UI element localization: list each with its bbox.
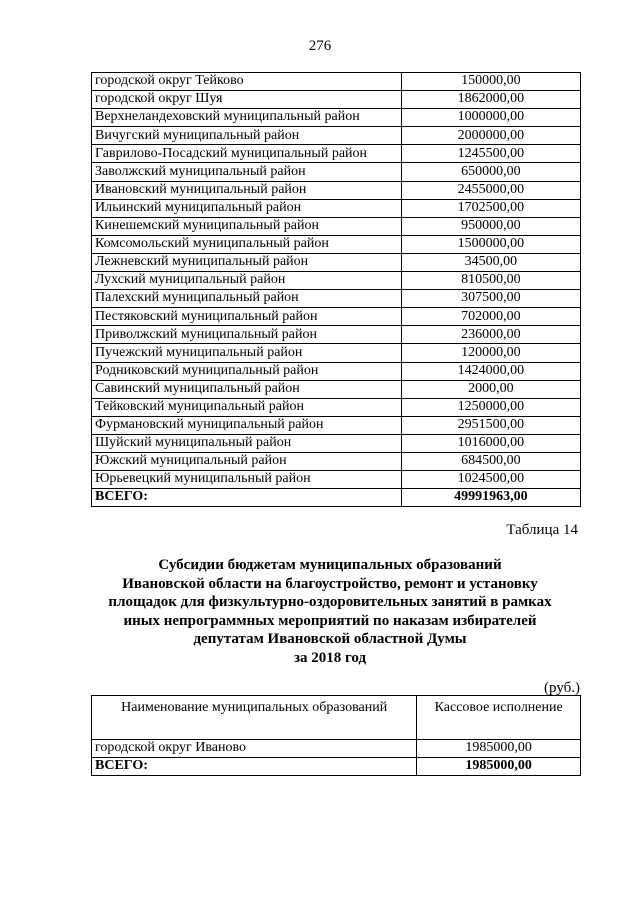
municipality-name: Родниковский муниципальный район xyxy=(92,362,402,380)
amount: 1702500,00 xyxy=(401,199,580,217)
municipality-name: городской округ Иваново xyxy=(92,740,417,758)
municipality-name: Кинешемский муниципальный район xyxy=(92,217,402,235)
table-row xyxy=(92,380,581,398)
table-row xyxy=(92,308,581,326)
amount: 1024500,00 xyxy=(401,471,580,489)
table-label: Таблица 14 xyxy=(506,522,578,538)
municipality-name: Лежневский муниципальный район xyxy=(92,253,402,271)
amount: 1862000,00 xyxy=(401,91,580,109)
amount: 2000000,00 xyxy=(401,127,580,145)
amount: 2000,00 xyxy=(401,380,580,398)
table-row xyxy=(92,91,581,109)
total-label: ВСЕГО: xyxy=(92,489,402,507)
municipality-name: Пучежский муниципальный район xyxy=(92,344,402,362)
amount: 1424000,00 xyxy=(401,362,580,380)
amount: 1016000,00 xyxy=(401,434,580,452)
table-row xyxy=(92,471,581,489)
table-row xyxy=(92,398,581,416)
table-row xyxy=(92,181,581,199)
table-title xyxy=(70,556,590,667)
title-line: площадок для физкультурно-оздоровительных занятий в рамках xyxy=(108,594,552,610)
municipality-name: Фурмановский муниципальный район xyxy=(92,416,402,434)
table-row xyxy=(92,452,581,470)
title-line: Субсидии бюджетам муниципальных образований xyxy=(158,557,502,573)
municipality-name: Верхнеландеховский муниципальный район xyxy=(92,109,402,127)
municipality-name: Савинский муниципальный район xyxy=(92,380,402,398)
table-row xyxy=(92,740,581,758)
unit-label: (руб.) xyxy=(544,680,580,696)
table-row xyxy=(92,163,581,181)
column-header-name: Наименование муниципальных образований xyxy=(92,696,417,740)
municipality-name: Комсомольский муниципальный район xyxy=(92,235,402,253)
title-line: за 2018 год xyxy=(293,649,367,666)
amount: 150000,00 xyxy=(401,73,580,91)
municipality-name: Юрьевецкий муниципальный район xyxy=(92,471,402,489)
table-row xyxy=(92,217,581,235)
table-row xyxy=(92,344,581,362)
title-line: иных непрограммных мероприятий по наказам избирателей xyxy=(123,612,537,629)
table-row xyxy=(92,434,581,452)
municipality-name: Южский муниципальный район xyxy=(92,452,402,470)
table-row xyxy=(92,199,581,217)
table-row xyxy=(92,127,581,145)
total-row xyxy=(92,489,581,507)
amount: 1985000,00 xyxy=(417,740,581,758)
table-row xyxy=(92,416,581,434)
municipality-name: Ивановский муниципальный район xyxy=(92,181,402,199)
amount: 34500,00 xyxy=(401,253,580,271)
amount: 2951500,00 xyxy=(401,416,580,434)
title-line: депутатам Ивановской областной Думы xyxy=(193,631,467,647)
table-row xyxy=(92,253,581,271)
municipality-name: Ильинский муниципальный район xyxy=(92,199,402,217)
title-line: Ивановской области на благоустройство, ремонт и установку xyxy=(122,575,538,592)
amount: 810500,00 xyxy=(401,272,580,290)
municipality-name: Шуйский муниципальный район xyxy=(92,434,402,452)
municipality-name: Приволжский муниципальный район xyxy=(92,326,402,344)
municipality-name: Лухский муниципальный район xyxy=(92,272,402,290)
municipality-name: Заволжский муниципальный район xyxy=(92,163,402,181)
amount: 2455000,00 xyxy=(401,181,580,199)
table-row xyxy=(92,272,581,290)
table-row xyxy=(92,235,581,253)
table-row xyxy=(92,362,581,380)
column-header-execution: Кассовое исполнение xyxy=(417,696,581,740)
table-row xyxy=(92,326,581,344)
total-label: ВСЕГО: xyxy=(92,758,417,776)
amount: 702000,00 xyxy=(401,308,580,326)
amount: 1500000,00 xyxy=(401,235,580,253)
amount: 120000,00 xyxy=(401,344,580,362)
amount: 307500,00 xyxy=(401,290,580,308)
table-row xyxy=(92,73,581,91)
municipality-name: Пестяковский муниципальный район xyxy=(92,308,402,326)
municipality-name: Гаврилово-Посадский муниципальный район xyxy=(92,145,402,163)
subsidy-table-continued xyxy=(91,72,581,507)
municipality-name: Палехский муниципальный район xyxy=(92,290,402,308)
table-row xyxy=(92,290,581,308)
amount: 236000,00 xyxy=(401,326,580,344)
amount: 650000,00 xyxy=(401,163,580,181)
municipality-name: городской округ Шуя xyxy=(92,91,402,109)
amount: 1000000,00 xyxy=(401,109,580,127)
amount: 1250000,00 xyxy=(401,398,580,416)
amount: 684500,00 xyxy=(401,452,580,470)
municipality-name: Вичугский муниципальный район xyxy=(92,127,402,145)
municipality-name: городской округ Тейково xyxy=(92,73,402,91)
amount: 950000,00 xyxy=(401,217,580,235)
table-row xyxy=(92,145,581,163)
municipality-name: Тейковский муниципальный район xyxy=(92,398,402,416)
total-value: 1985000,00 xyxy=(417,758,581,776)
page-number: 276 xyxy=(308,38,332,54)
total-value: 49991963,00 xyxy=(401,489,580,507)
table-row xyxy=(92,109,581,127)
header-row xyxy=(92,696,581,740)
total-row xyxy=(92,758,581,776)
amount: 1245500,00 xyxy=(401,145,580,163)
table-14 xyxy=(91,695,581,776)
